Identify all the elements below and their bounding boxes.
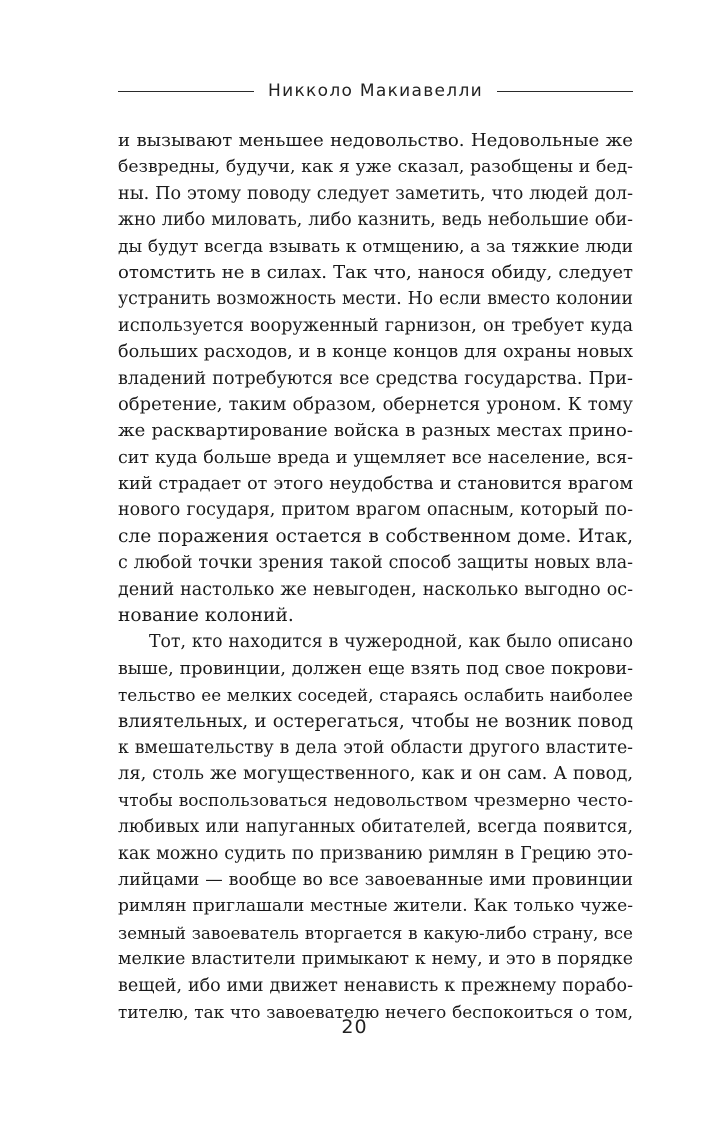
text-line: отомстить не в силах. Так что, нанося обиду, следует: [118, 261, 633, 283]
text-line: земный завоеватель вторгается в какую-либо страну, все: [118, 922, 633, 943]
text-line: любивых или напуганных обитателей, всегда появится,: [118, 817, 633, 838]
text-line: устранить возможность мести. Но если вместо колонии: [118, 289, 633, 310]
text-line: нового государя, притом врагом опасным, который по-: [118, 500, 633, 521]
text-line: Тот, кто находится в чужеродной, как было описано: [149, 632, 633, 653]
text-line: и вызывают меньшее недовольство. Недовольные же: [118, 130, 633, 151]
text-line: вещей, ибо ими движет ненависть к прежнему порабо-: [118, 975, 633, 996]
text-line: римлян приглашали местные жители. Как только чуже-: [118, 896, 633, 917]
text-line: тельство ее мелких соседей, стараясь ослабить наиболее: [118, 685, 633, 706]
body-text: [118, 128, 633, 1025]
text-line: ды будут всегда взывать к отмщению, а за тяжкие люди: [118, 236, 633, 257]
running-header: [118, 78, 633, 104]
paragraph-1: [118, 128, 633, 629]
paragraph-2: [118, 629, 633, 1025]
text-line: кий страдает от этого неудобства и становится врагом: [118, 474, 633, 495]
text-line: как можно судить по призванию римлян в Грецию это-: [118, 843, 633, 864]
text-line: нование колоний.: [118, 605, 294, 627]
text-line: к вмешательству в дела этой области другого властите-: [118, 737, 633, 758]
text-line: жно либо миловать, либо казнить, ведь небольшие оби-: [118, 210, 633, 231]
text-line: выше, провинции, должен еще взять под свое покрови-: [118, 658, 633, 679]
text-line: ны. По этому поводу следует заметить, что людей дол-: [118, 183, 633, 204]
header-rule-right: [497, 91, 633, 92]
text-line: с любой точки зрения такой способ защиты новых вла-: [118, 553, 633, 574]
text-line: используется вооруженный гарнизон, он требует куда: [118, 315, 633, 336]
text-line: лийцами — вообще во все завоеванные ими провинции: [118, 869, 633, 890]
text-line: обретение, таким образом, обернется уроном. К тому: [118, 393, 633, 415]
text-line: дений настолько же невыгоден, насколько выгодно ос-: [118, 579, 633, 600]
text-line: сле поражения остается в собственном доме. Итак,: [118, 525, 633, 547]
text-line: влиятельных, и остерегаться, чтобы не возник повод: [118, 710, 633, 732]
running-header-author: Никколо Макиавелли: [268, 81, 483, 101]
text-line: чтобы воспользоваться недовольством чрезмерно често-: [118, 790, 633, 811]
page-number: 20: [341, 1016, 368, 1038]
text-line: владений потребуются все средства государства. При-: [118, 368, 633, 389]
text-line: больших расходов, и в конце концов для охраны новых: [118, 342, 633, 363]
header-rule-left: [118, 91, 254, 92]
text-line: сит куда больше вреда и ущемляет все население, вся-: [118, 447, 633, 468]
text-line: безвредны, будучи, как я уже сказал, разобщены и бед-: [118, 157, 633, 178]
text-line: ля, столь же могущественного, как и он сам. А повод,: [118, 763, 633, 785]
text-line: мелкие властители примыкают к нему, и это в порядке: [118, 949, 633, 970]
text-line: тителю, так что завоевателю нечего беспокоиться о том,: [118, 1001, 633, 1022]
text-line: же расквартирование войска в разных местах прино-: [118, 420, 633, 442]
